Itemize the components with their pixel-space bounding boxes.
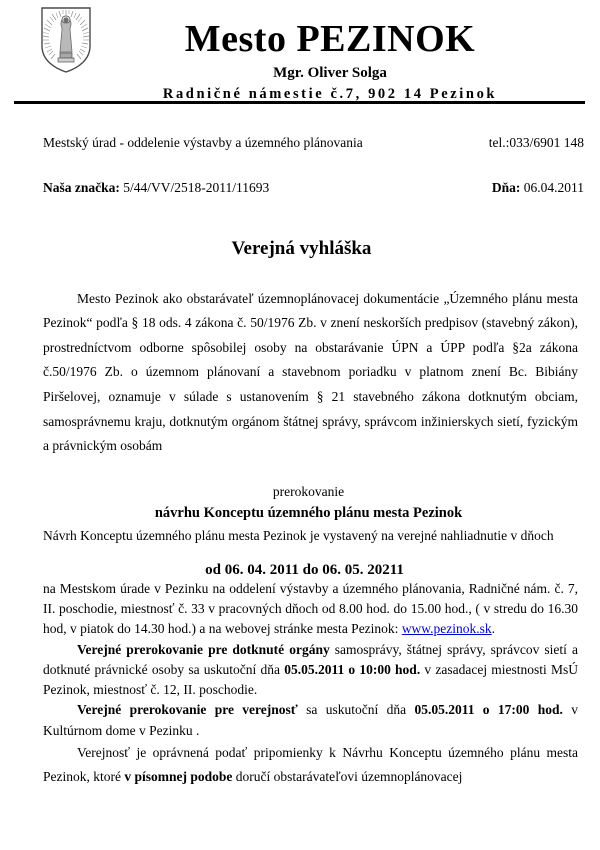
letterhead	[0, 0, 600, 112]
document-date	[492, 180, 586, 196]
paragraph-comments	[43, 741, 586, 790]
location-text-after: .	[491, 621, 496, 637]
pezinok-website-link[interactable]: www.pezinok.sk	[401, 621, 492, 637]
location-text-before: na Mestskom úrade v Pezinku na oddelení výstavby a územného plánovania, Radničné nám. č. 7, II. poschodie, miestnosť č. 33 v pracovných dňoch od 8.00 hod. do 15.00 hod., ( v stredu do 16.30 hod, v piatok do 14.30 hod.) a na webovej stránke mesta Pezinok:	[43, 580, 578, 637]
announcement-word: prerokovanie	[272, 483, 345, 499]
page-title: Verejná vyhláška	[231, 238, 372, 259]
header-divider	[14, 101, 585, 104]
reference-value: 5/44/VV/2518-2011/11693	[119, 180, 270, 195]
announcement-subject: návrhu Konceptu územného plánu mesta Pezinok	[154, 505, 463, 522]
hearing-bodies-text-1: samosprávy, štátnej správy, správcov sietí a dotknuté právnické osoby sa uskutoční dňa	[43, 641, 578, 677]
comments-text-2: doručí obstarávateľovi územnoplánovacej	[232, 769, 463, 785]
mayor-name: Mgr. Oliver Solga	[273, 65, 387, 81]
hearing-bodies-datetime: 05.05.2011 o 10:00 hod.	[284, 661, 421, 677]
hearing-public-heading: Verejné prerokovanie pre verejnosť	[77, 702, 298, 718]
organization-title: Mesto PEZINOK	[184, 18, 476, 60]
exhibition-location	[43, 579, 586, 640]
date-label: Dňa:	[491, 180, 521, 195]
document-body	[0, 135, 600, 790]
organization-address: Radničné námestie č.7, 902 14 Pezinok	[162, 85, 498, 102]
hearing-public-datetime: 05.05.2011 o 17:00 hod.	[414, 702, 563, 718]
exhibition-date-range: od 06. 04. 2011 do 06. 05. 20211	[205, 561, 404, 578]
phone-number: tel.:033/6901 148	[488, 135, 584, 150]
reference-label: Naša značka:	[43, 180, 120, 195]
hearing-public-text-2: v Kultúrnom dome v Pezinku .	[43, 702, 578, 738]
hearing-bodies-text-2: v zasadacej miestnosti MsÚ Pezinok, miestnosť č. 12, II. poschodie.	[43, 661, 578, 698]
reference-row	[43, 180, 586, 196]
comments-text-1: Verejnosť je oprávnená podať pripomienky k Návrhu Konceptu územného plánu mesta Pezinok, ktoré	[43, 744, 578, 785]
comments-written-form: v písomnej podobe	[124, 769, 233, 785]
hearing-for-bodies	[43, 640, 586, 701]
department-row	[43, 135, 586, 151]
exhibition-intro: Návrh Konceptu územného plánu mesta Pezinok je vystavený na verejné nahliadnutie v dňoch	[43, 527, 554, 543]
hearing-public-text-1: sa uskutoční dňa	[297, 702, 415, 718]
date-value: 06.04.2011	[520, 180, 584, 195]
hearing-for-public	[43, 700, 586, 741]
department-label: Mestský úrad - oddelenie výstavby a územného plánovania	[43, 135, 363, 150]
reference-number	[43, 180, 269, 196]
paragraph-introduction: Mesto Pezinok ako obstarávateľ územnoplánovacej dokumentácie „Územného plánu mesta Pezinok“ podľa § 18 ods. 4 zákona č. 50/1976 Zb. v znení neskorších predpisov (stavebný zákon), prostredníctvom odborne spôsobilej osoby na obstarávanie ÚPN a ÚPP podľa §2a zákona č.50/1976 Zb. o územnom plánovaní a stavebnom poriadku v platnom znení Bc. Bibiány Piršelovej, oznamuje v súlade s ustanovením § 21 stavebného zákona dotknutým obciam, samosprávnemu kraju, dotknutým orgánom štátnej správy, správcom inžinierskych sietí, fyzickým a právnickým osobám	[43, 290, 578, 454]
hearing-bodies-heading: Verejné prerokovanie pre dotknuté orgány	[77, 641, 330, 657]
pezinok-coat-of-arms-icon	[40, 6, 92, 74]
